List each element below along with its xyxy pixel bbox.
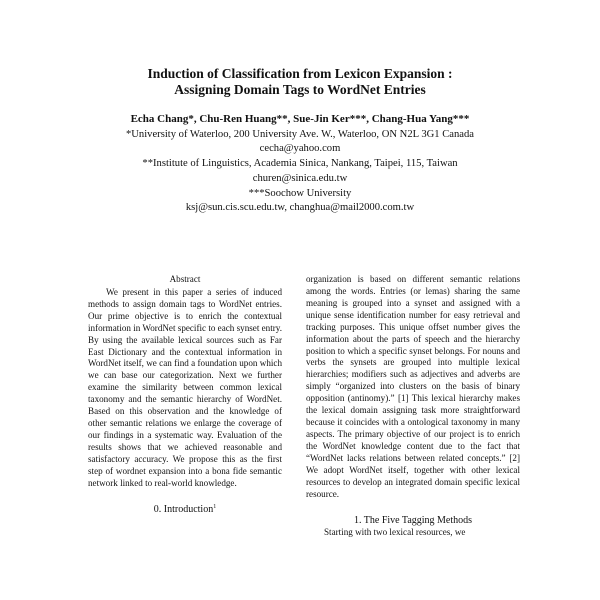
body-paragraph-2: Starting with two lexical resources, we — [324, 526, 466, 537]
author-block — [0, 112, 600, 216]
title-line-2: Assigning Domain Tags to WordNet Entries — [174, 82, 426, 97]
body-paragraph-1: organization is based on different semantic relations among the words. Entries (or lemas) sharing the same meaning is grouped into a synset and assigned with a unique sense identification number for easy retrieval and tracking purposes. This unique offset number gives the information about the parts of speech and the hierarchy position to which a specific synset belongs. For nouns and verbs the synsets are grouped into multiple lexical hierarchies; modifiers such as adjectives and adverbs are simply “organized into clusters on the basis of binary opposition (antinomy).” [1] This lexical hierarchy makes the lexical domain assigning task more straightforward because it coincides with a ontological taxonomy in many aspects. The primary objective of our project is to enrich the WordNet knowledge content due to the fact that “WordNet lacks relations between related concepts.” [2] We adopt WordNet itself, together with other lexical resources to develop an integrated domain specific lexical resource. — [306, 274, 520, 499]
author-names: Echa Chang*, Chu-Ren Huang**, Sue-Jin Ker***, Chang-Hua Yang*** — [130, 113, 470, 125]
introduction-heading — [88, 504, 282, 516]
affiliation-1: *University of Waterloo, 200 University Ave. W., Waterloo, ON N2L 3G1 Canada — [125, 128, 475, 140]
footnote-marker: 1 — [213, 503, 217, 510]
title-line-1: Induction of Classification from Lexicon Expansion : — [147, 66, 453, 81]
abstract-text: We present in this paper a series of induced methods to assign domain tags to WordNet entries. Our prime objective is to enrich the contextual information in WordNet specific to each synset entry. By using the available lexical sources such as Far East Dictionary and the contextual information in WordNet itself, we can find a foundation upon which we can base our categorization. Next we further examine the similarity between common lexical taxonomy and the semantic hierarchy of WordNet. Based on this observation and the knowledge of other semantic relations we enlarge the coverage of our findings in a systematic way. Evaluation of the results shows that we achieved reasonable and satisfactory accuracy. We propose this as the first step of wordnet expansion into a bona fide semantic network linked to real-world knowledge. — [88, 286, 282, 488]
abstract-heading: Abstract — [169, 274, 201, 284]
affiliation-2: **Institute of Linguistics, Academia Sinica, Nankang, Taipei, 115, Taiwan — [142, 158, 458, 170]
paper-title — [0, 66, 600, 98]
left-column — [88, 274, 282, 516]
email-1: cecha@yahoo.com — [259, 143, 341, 155]
email-3: ksj@sun.cis.scu.edu.tw, changhua@mail2000.com.tw — [185, 202, 415, 214]
section-heading-tagging-methods: 1. The Five Tagging Methods — [353, 514, 473, 526]
right-column — [306, 274, 520, 538]
introduction-heading-text: 0. Introduction — [153, 503, 214, 515]
affiliation-3: ***Soochow University — [248, 187, 352, 199]
email-2: churen@sinica.edu.tw — [252, 172, 348, 184]
